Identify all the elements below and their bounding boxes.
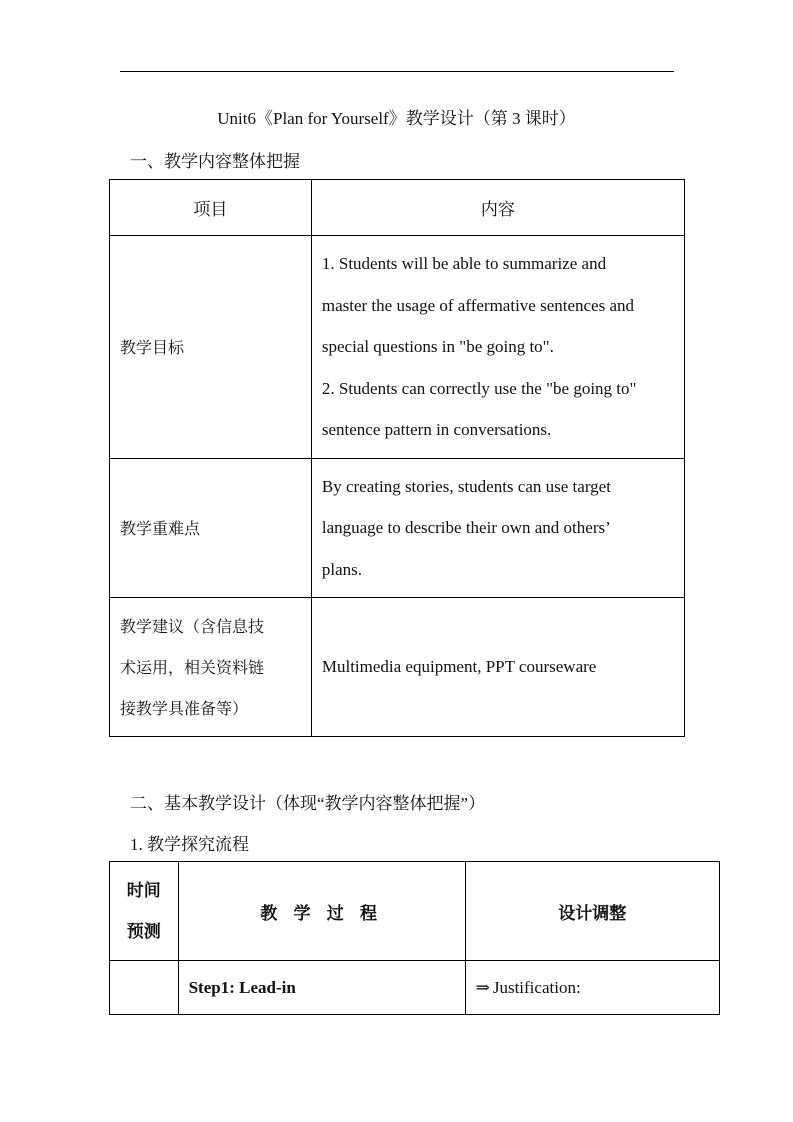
header-content: 内容 — [311, 180, 684, 236]
row-label-objectives — [110, 236, 312, 459]
label-line: 教学目标 — [120, 337, 185, 357]
table-header-row — [110, 862, 720, 961]
document-title: Unit6《Plan for Yourself》教学设计（第 3 课时） — [217, 109, 576, 128]
content-line: 1. Students will be able to summarize and — [321, 254, 607, 274]
table-row — [110, 459, 685, 598]
content-overview-table — [109, 179, 685, 737]
header-rule — [120, 71, 674, 72]
header-time-line: 时间 — [126, 881, 161, 900]
header-process: 教 学 过 程 — [178, 862, 465, 961]
section1-heading: 一、教学内容整体把握 — [130, 152, 300, 171]
content-line: By creating stories, students can use target — [321, 476, 611, 496]
label-line: 教学重难点 — [120, 518, 201, 538]
content-line: Multimedia equipment, PPT courseware — [321, 657, 597, 677]
row-content-key-points — [311, 459, 684, 598]
right-double-arrow-icon: ⇒ — [475, 977, 490, 997]
label-line: 接教学具准备等） — [120, 698, 249, 718]
row-label-key-points — [110, 459, 312, 598]
table-header-row — [110, 180, 685, 236]
adjust-text: Justification: — [492, 977, 581, 997]
content-line: language to describe their own and others’ — [321, 518, 611, 538]
table-row — [110, 598, 685, 737]
content-line: sentence pattern in conversations. — [321, 420, 552, 440]
row-content-objectives — [311, 236, 684, 459]
cell-time — [110, 961, 179, 1015]
content-line: special questions in "be going to". — [321, 337, 554, 357]
content-line: 2. Students can correctly use the "be going to" — [321, 378, 637, 398]
header-time-line: 预测 — [126, 922, 161, 941]
row-content-suggestions — [311, 598, 684, 737]
cell-process: Step1: Lead-in — [178, 961, 465, 1015]
content-line: master the usage of affermative sentences and — [321, 295, 635, 315]
header-time — [110, 862, 179, 961]
header-item: 项目 — [110, 180, 312, 236]
content-line: plans. — [321, 559, 362, 579]
teaching-process-table — [109, 861, 720, 1015]
label-line: 教学建议（含信息技 — [120, 616, 265, 636]
row-label-suggestions — [110, 598, 312, 737]
cell-adjust — [465, 961, 719, 1015]
section2-heading: 二、基本教学设计（体现“教学内容整体把握”） — [130, 794, 486, 813]
table-row — [110, 236, 685, 459]
label-line: 术运用，相关资料链 — [120, 657, 265, 677]
subsection1-heading: 1. 教学探究流程 — [130, 835, 249, 854]
header-adjust: 设计调整 — [465, 862, 719, 961]
table-row — [110, 961, 720, 1015]
